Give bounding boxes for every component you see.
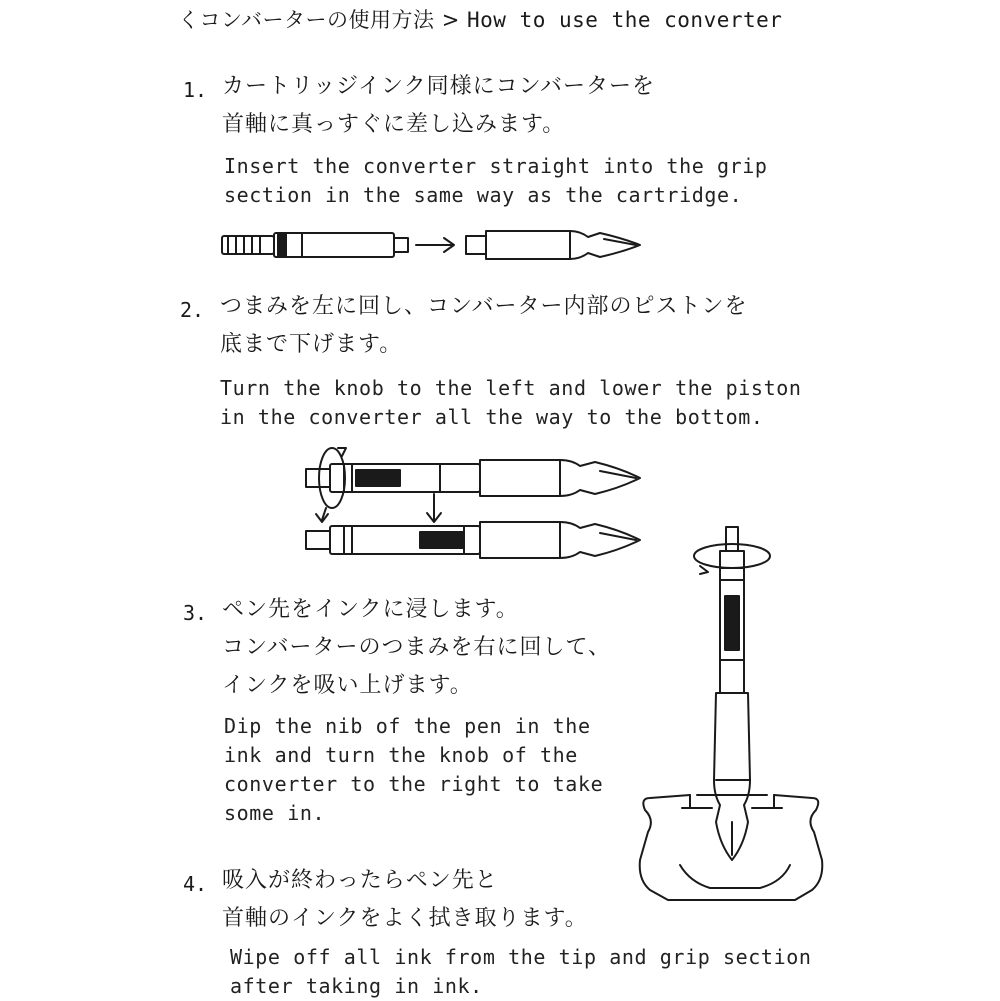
arrow-right-icon [416,238,454,252]
step-4-en-line: after taking in ink. [230,974,483,998]
step-2-number: 2. [180,298,205,322]
page-title-ja: くコンバーターの使用方法 > [178,8,460,32]
grip-section-icon [466,231,640,259]
step-2-en-line: in the converter all the way to the bottom. [220,405,764,429]
step-4-ja-line: 首軸のインクをよく拭き取ります。 [222,906,588,931]
step-3-ja-line: コンバーターのつまみを右に回して、 [222,635,612,660]
pen-after-icon [306,522,640,558]
step-3-ja-line: ペン先をインクに浸します。 [222,597,519,622]
step-1-ja-line: カートリッジインク同様にコンバーターを [222,74,656,99]
step-2-en-line: Turn the knob to the left and lower the piston [220,376,802,400]
arrow-down-icon [427,494,441,522]
step-2-ja-line: 底まで下げます。 [220,332,403,357]
step-1-en-line: Insert the converter straight into the grip [224,154,768,178]
pen-before-icon [306,460,640,496]
step-3-en-line: Dip the nib of the pen in the [224,714,591,738]
vertical-pen-icon [714,527,750,860]
step-1-en-line: section in the same way as the cartridge. [224,183,743,207]
step-3-number: 3. [183,601,208,625]
step-3-en-line: converter to the right to take [224,772,604,796]
converter-icon [222,233,408,257]
page-title-en: How to use the converter [467,8,783,32]
converter-insertion-diagram [222,231,640,259]
step-1-number: 1. [183,78,208,102]
step-2-ja-line: つまみを左に回し、コンバーター内部のピストンを [220,294,748,319]
ink-bottle-filling-diagram [640,527,823,900]
step-3-en-line: ink and turn the knob of the [224,743,578,767]
step-4-ja-line: 吸入が終わったらペン先と [222,868,498,893]
step-4-en-line: Wipe off all ink from the tip and grip section [230,945,812,969]
piston-lowering-diagram [306,448,640,558]
step-3-ja-line: インクを吸い上げます。 [222,673,473,698]
rotate-right-icon [694,544,770,574]
step-1-ja-line: 首軸に真っすぐに差し込みます。 [222,112,566,137]
step-3-en-line: some in. [224,801,326,825]
step-4-number: 4. [183,872,208,896]
